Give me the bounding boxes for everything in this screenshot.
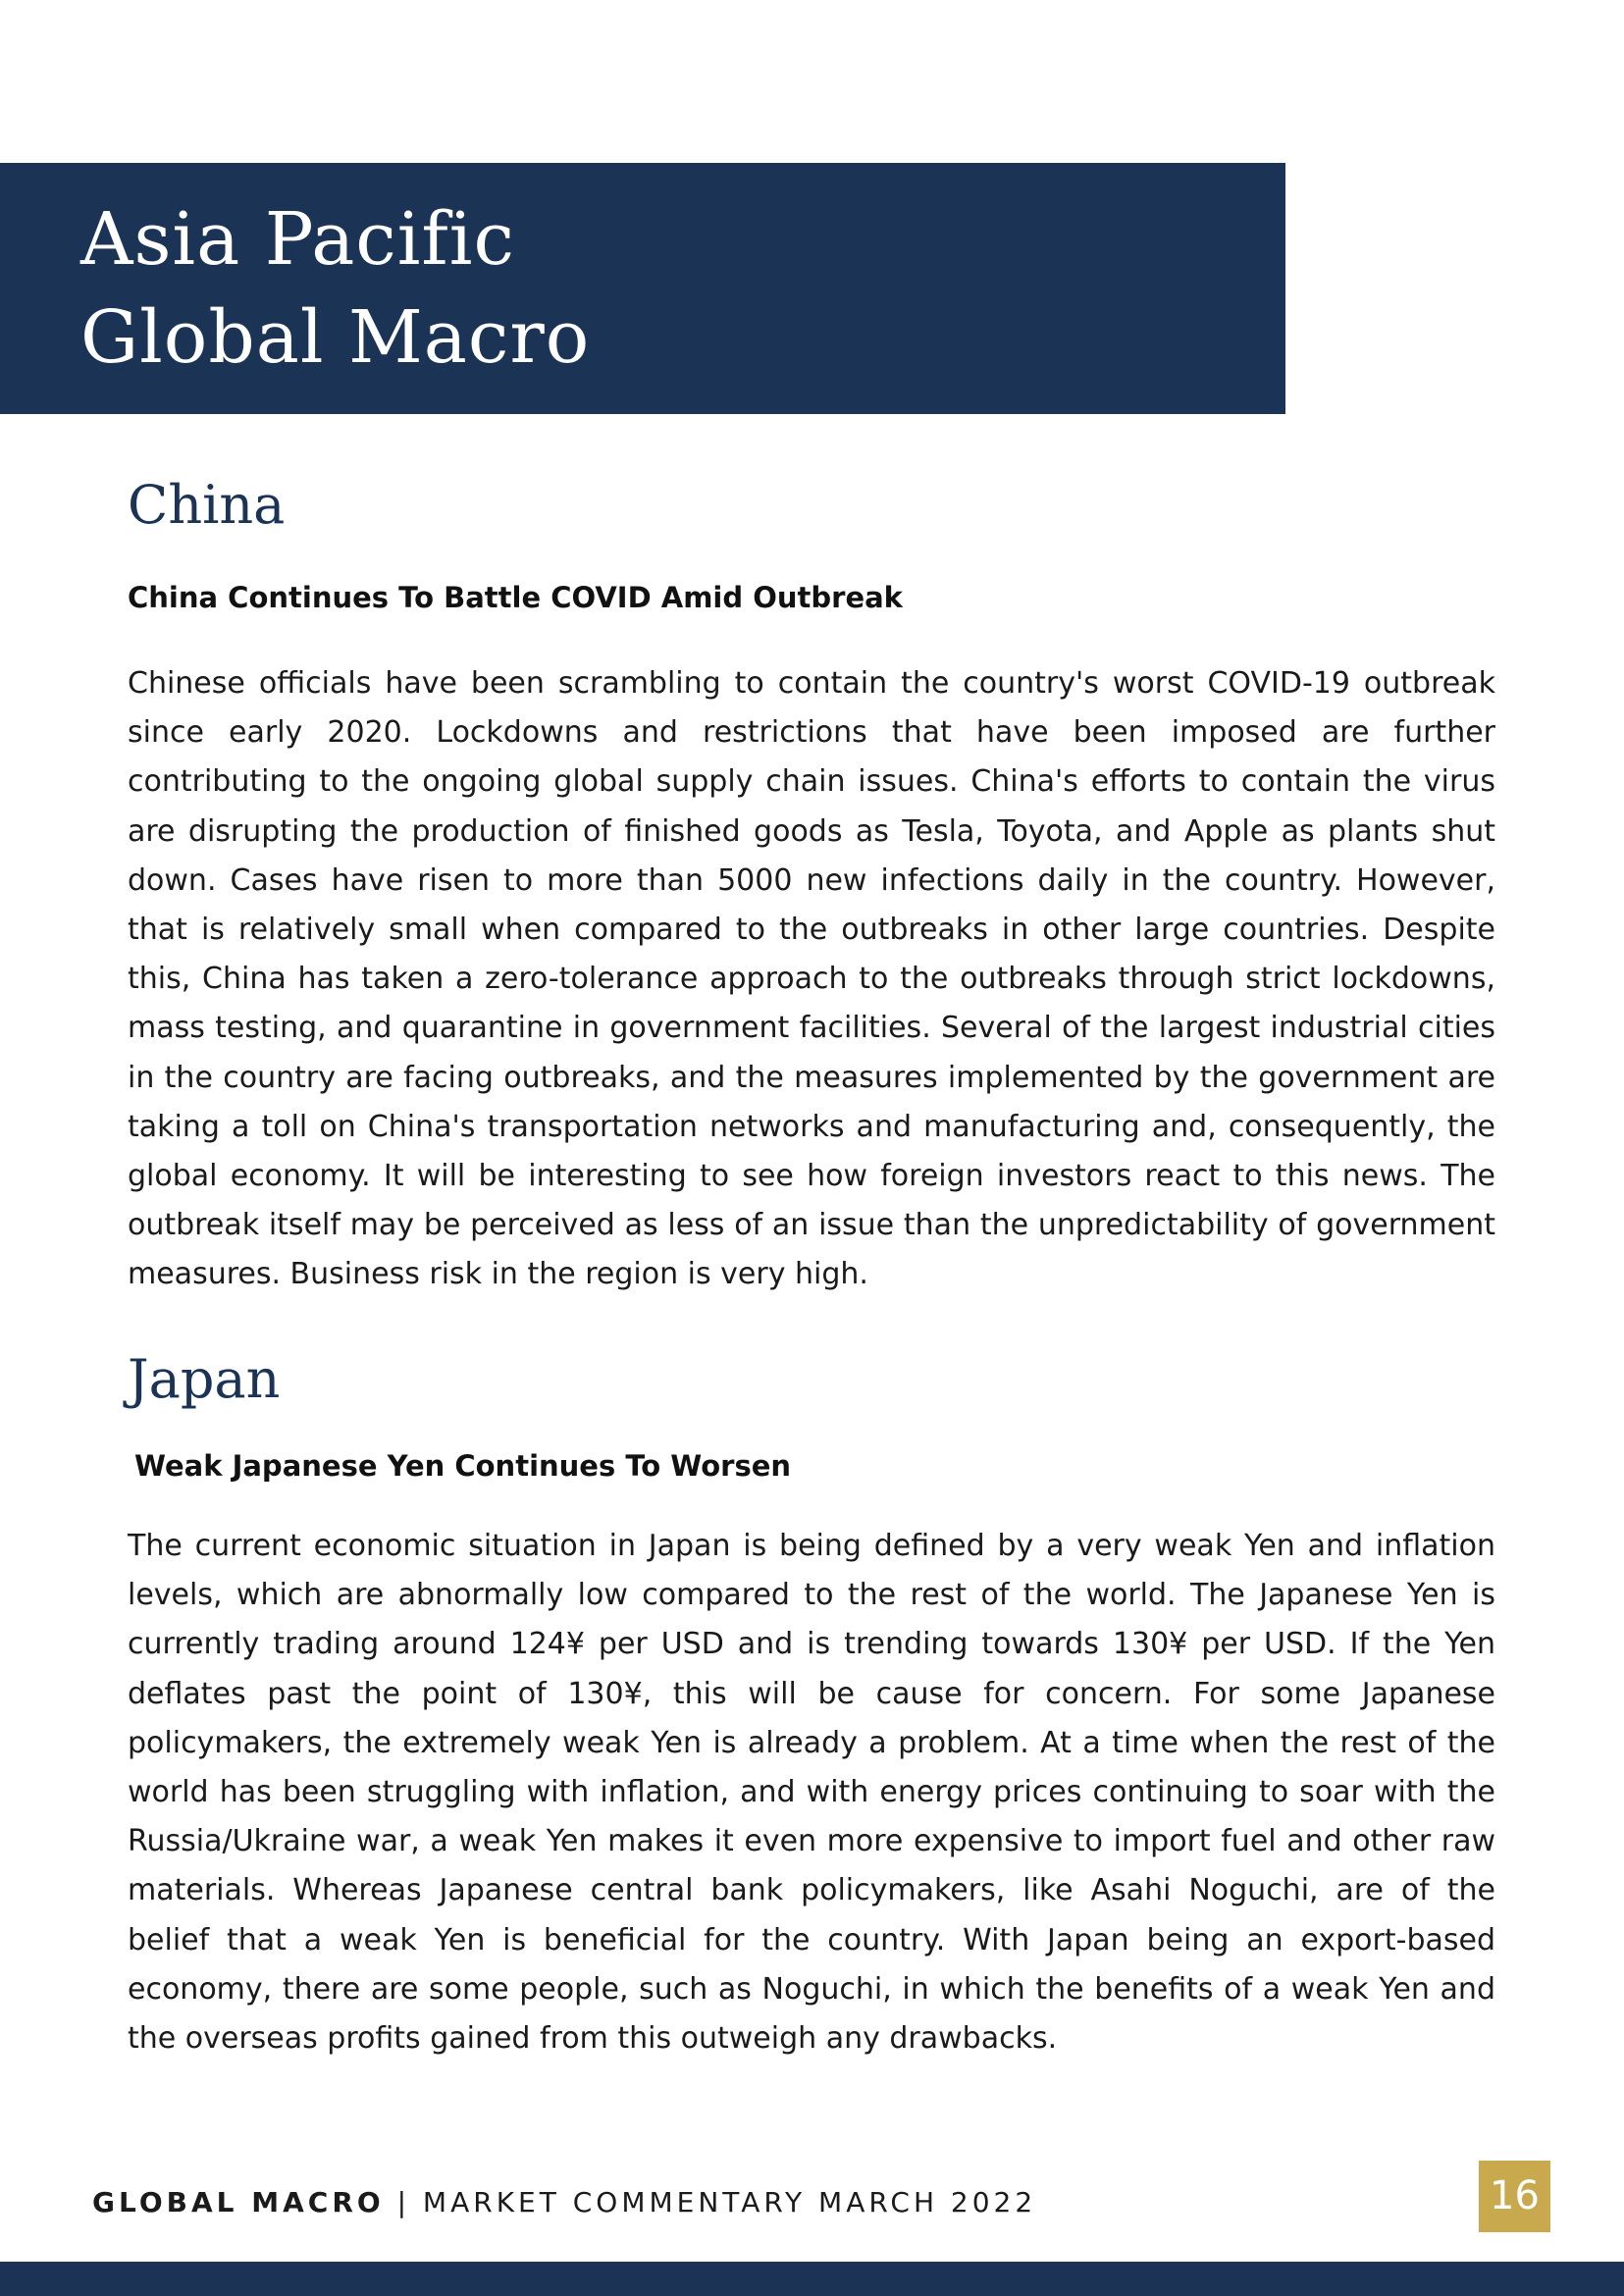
- china-article-subheading: China Continues To Battle COVID Amid Outbreak: [128, 581, 903, 614]
- footer-label: [92, 2183, 1036, 2222]
- china-section-heading: China: [128, 474, 286, 536]
- japan-article-body: The current economic situation in Japan is being defined by a very weak Yen and inflation levels, which are abnormally low compared to the rest of the world. The Japanese Yen is currently trading around 124¥ per USD and is trending towards 130¥ per USD. If the Yen deflates past the point of 130¥, this will be cause for concern. For some Japanese policymakers, the extremely weak Yen is already a problem. At a time when the rest of the world has been struggling with inflation, and with energy prices continuing to soar with the Russia/Ukraine war, a weak Yen makes it even more expensive to import fuel and other raw materials. Whereas Japanese central bank policymakers, like Asahi Noguchi, are of the belief that a weak Yen is beneficial for the country. With Japan being an export-based economy, there are some people, such as Noguchi, in which the benefits of a weak Yen and the overseas profits gained from this outweigh any drawbacks.: [128, 1529, 1495, 2057]
- japan-article-subheading: Weak Japanese Yen Continues To Worsen: [134, 1449, 792, 1483]
- china-article-body: Chinese officials have been scrambling to contain the country's worst COVID-19 outbreak since early 2020. Lockdowns and restrictions that have been imposed are further contributing to the ongoing global supply chain issues. China's efforts to contain the virus are disrupting the production of finished goods as Tesla, Toyota, and Apple as plants shut down. Cases have risen to more than 5000 new infections daily in the country. However, that is relatively small when compared to the outbreaks in other large countries. Despite this, China has taken a zero-tolerance approach to the outbreaks through strict lockdowns, mass testing, and quarantine in government facilities. Several of the largest industrial cities in the country are facing outbreaks, and the measures implemented by the government are taking a toll on China's transportation networks and manufacturing and, consequently, the global economy. It will be interesting to see how foreign investors react to this news. The outbreak itself may be perceived as less of an issue than the unpredictability of government measures. Business risk in the region is very high.: [128, 666, 1495, 1292]
- footer-subtitle: MARKET COMMENTARY MARCH 2022: [422, 2186, 1037, 2218]
- footer-bar: [0, 2262, 1624, 2296]
- title-line-2: Global Macro: [80, 295, 591, 380]
- japan-section-heading: Japan: [128, 1348, 281, 1410]
- title-banner: [0, 163, 1285, 414]
- title-line-1: Asia Pacific: [80, 197, 515, 282]
- footer-separator: |: [384, 2186, 423, 2218]
- page-number-badge: 16: [1479, 2161, 1550, 2232]
- footer-brand: GLOBAL MACRO: [92, 2186, 385, 2218]
- document-title: [80, 190, 590, 387]
